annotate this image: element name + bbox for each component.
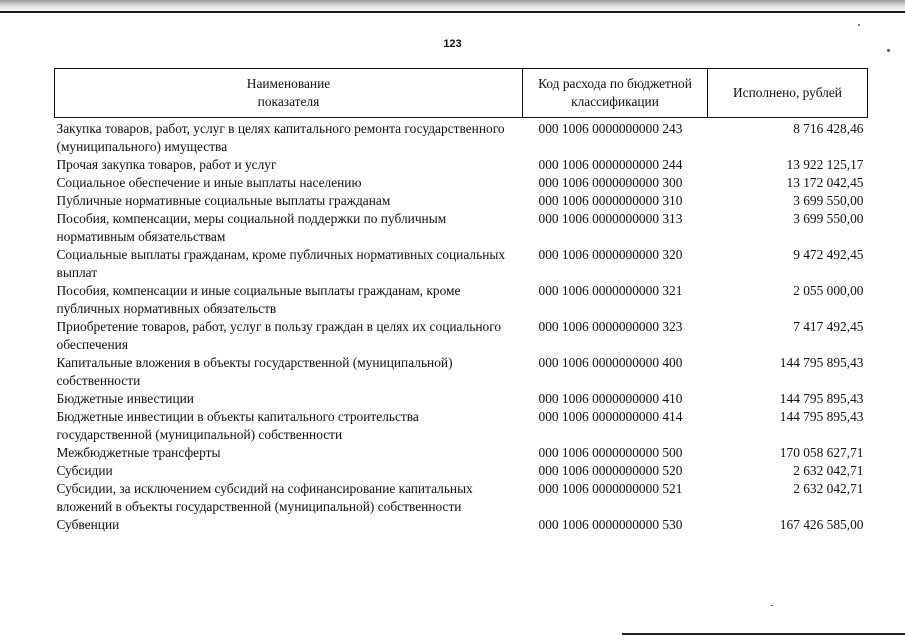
row-indicator-name: Межбюджетные трансферты: [56, 445, 221, 460]
table-row: [55, 444, 868, 462]
row-indicator-name: Пособия, компенсации и иные социальные выплаты гражданам, кроме публичных нормативных обязательств: [56, 283, 461, 316]
page-number: 123: [443, 38, 462, 50]
row-expense-code: 000 1006 0000000000 500: [538, 445, 683, 460]
scan-speck: [770, 605, 773, 606]
row-indicator-name: Субсидии, за исключением субсидий на софинансирование капитальных вложений в объекты государственной (муниципальной) собственности: [56, 481, 473, 514]
table-row: [55, 246, 868, 282]
row-indicator-name: Капитальные вложения в объекты государственной (муниципальной) собственности: [56, 355, 453, 388]
header-indicator-name-line2: показателя: [257, 94, 320, 109]
row-executed-amount: 13 922 125,17: [786, 157, 864, 172]
row-indicator-name: Субвенции: [56, 517, 120, 532]
table-row: [55, 390, 868, 408]
table-row: [55, 480, 868, 516]
table-row: [55, 210, 868, 246]
row-executed-amount: 144 795 895,43: [779, 391, 864, 406]
row-expense-code: 000 1006 0000000000 310: [538, 193, 683, 208]
header-expense-code-line2: классификации: [571, 94, 659, 109]
row-indicator-name: Субсидии: [56, 463, 113, 478]
header-expense-code-line1: Код расхода по бюджетной: [538, 76, 692, 91]
row-executed-amount: 7 417 492,45: [793, 319, 864, 334]
row-executed-amount: 2 055 000,00: [793, 283, 864, 298]
table-row: [55, 156, 868, 174]
row-indicator-name: Публичные нормативные социальные выплаты гражданам: [56, 193, 391, 208]
scan-edge-line: [0, 11, 905, 13]
row-executed-amount: 2 632 042,71: [793, 481, 864, 496]
table-row: [55, 174, 868, 192]
row-executed-amount: 9 472 492,45: [793, 247, 864, 262]
table-row: [55, 118, 868, 157]
row-expense-code: 000 1006 0000000000 520: [538, 463, 683, 478]
table-row: [55, 462, 868, 480]
row-expense-code: 000 1006 0000000000 313: [538, 211, 683, 226]
row-expense-code: 000 1006 0000000000 414: [538, 409, 683, 424]
row-indicator-name: Приобретение товаров, работ, услуг в пользу граждан в целях их социального обеспечения: [56, 319, 502, 352]
row-expense-code: 000 1006 0000000000 530: [538, 517, 683, 532]
row-indicator-name: Пособия, компенсации, меры социальной поддержки по публичным нормативным обязательствам: [56, 211, 447, 244]
row-expense-code: 000 1006 0000000000 243: [538, 121, 683, 136]
row-executed-amount: 170 058 627,71: [779, 445, 864, 460]
row-executed-amount: 167 426 585,00: [779, 517, 864, 532]
budget-execution-table: [54, 68, 868, 534]
table-row: [55, 192, 868, 210]
table-body: [55, 118, 868, 535]
table-row: [55, 282, 868, 318]
row-expense-code: 000 1006 0000000000 521: [538, 481, 683, 496]
row-expense-code: 000 1006 0000000000 323: [538, 319, 683, 334]
row-executed-amount: 3 699 550,00: [793, 211, 864, 226]
row-executed-amount: 144 795 895,43: [779, 409, 864, 424]
row-indicator-name: Прочая закупка товаров, работ и услуг: [56, 157, 277, 172]
row-indicator-name: Социальные выплаты гражданам, кроме публичных нормативных социальных выплат: [56, 247, 506, 280]
table-row: [55, 318, 868, 354]
scan-speck: [858, 24, 860, 26]
row-executed-amount: 8 716 428,46: [793, 121, 864, 136]
row-expense-code: 000 1006 0000000000 300: [538, 175, 683, 190]
row-expense-code: 000 1006 0000000000 410: [538, 391, 683, 406]
row-indicator-name: Социальное обеспечение и иные выплаты населению: [56, 175, 362, 190]
header-executed-amount: Исполнено, рублей: [708, 69, 868, 118]
row-indicator-name: Закупка товаров, работ, услуг в целях капитального ремонта государственного (муниципального) имущества: [56, 121, 505, 154]
row-expense-code: 000 1006 0000000000 244: [538, 157, 683, 172]
table-header-row: [55, 69, 868, 118]
row-executed-amount: 144 795 895,43: [779, 355, 864, 370]
table-row: [55, 408, 868, 444]
table-row: [55, 516, 868, 534]
row-executed-amount: 3 699 550,00: [793, 193, 864, 208]
bottom-rule: [622, 633, 905, 635]
header-indicator-name-line1: Наименование: [246, 76, 331, 91]
row-indicator-name: Бюджетные инвестиции в объекты капитального строительства государственной (муниципальной) собственности: [56, 409, 419, 442]
row-indicator-name: Бюджетные инвестиции: [56, 391, 194, 406]
table-row: [55, 354, 868, 390]
row-expense-code: 000 1006 0000000000 320: [538, 247, 683, 262]
header-expense-code: [523, 69, 708, 118]
header-indicator-name: [55, 69, 523, 118]
row-executed-amount: 2 632 042,71: [793, 463, 864, 478]
row-expense-code: 000 1006 0000000000 400: [538, 355, 683, 370]
row-expense-code: 000 1006 0000000000 321: [538, 283, 683, 298]
row-executed-amount: 13 172 042,45: [786, 175, 864, 190]
